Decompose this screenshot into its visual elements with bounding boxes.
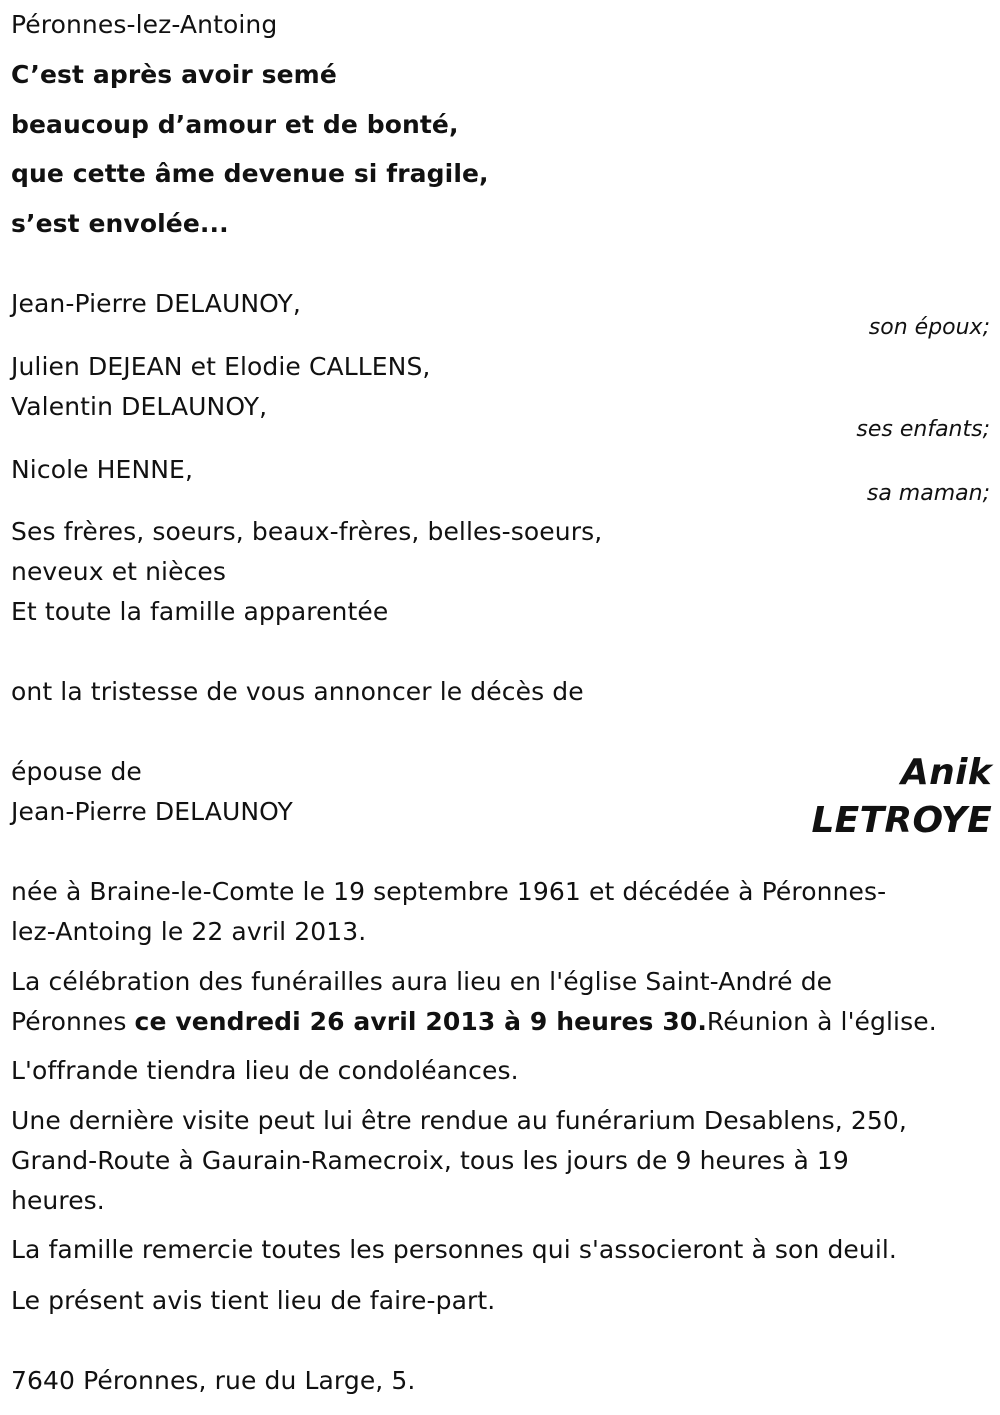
funeral-line-2 — [11, 1007, 937, 1037]
children-line-2: Valentin DELAUNOY, — [11, 392, 268, 421]
offering-note: L'offrande tiendra lieu de condoléances. — [11, 1056, 519, 1085]
spouse-of-name: Jean-Pierre DELAUNOY — [11, 797, 293, 826]
visit-line-3: heures. — [11, 1186, 105, 1215]
poem-line-3: que cette âme devenue si fragile, — [11, 159, 489, 188]
mother-name: Nicole HENNE, — [11, 455, 194, 484]
poem-line-1: C’est après avoir semé — [11, 60, 337, 89]
funeral-gathering: Réunion à l'église. — [706, 1007, 937, 1036]
thanks-note: La famille remercie toutes les personnes qui s'associeront à son deuil. — [11, 1235, 897, 1264]
funeral-line-1: La célébration des funérailles aura lieu en l'église Saint-André de — [11, 967, 833, 996]
spouse-name: Jean-Pierre DELAUNOY, — [11, 289, 301, 318]
extended-family-line-2: neveux et nièces — [11, 557, 227, 586]
poem-line-2: beaucoup d’amour et de bonté, — [11, 110, 459, 139]
announcement: ont la tristesse de vous annoncer le décès de — [11, 677, 584, 706]
birth-death-line-1: née à Braine-le-Comte le 19 septembre 1961 et décédée à Péronnes- — [11, 877, 887, 906]
deceased-last-name: LETROYE — [811, 800, 992, 841]
spouse-of-label: épouse de — [11, 757, 142, 786]
extended-family-line-1: Ses frères, soeurs, beaux-frères, belles-soeurs, — [11, 517, 603, 546]
deceased-first-name: Anik — [901, 752, 992, 793]
funeral-datetime: ce vendredi 26 avril 2013 à 9 heures 30. — [134, 1007, 707, 1036]
family-address: 7640 Péronnes, rue du Large, 5. — [11, 1366, 416, 1395]
spouse-role: son époux; — [868, 315, 990, 340]
funeral-place: Péronnes — [11, 1007, 135, 1036]
faire-part-note: Le présent avis tient lieu de faire-part. — [11, 1286, 496, 1315]
extended-family-line-3: Et toute la famille apparentée — [11, 597, 389, 626]
children-line-1: Julien DEJEAN et Elodie CALLENS, — [11, 352, 431, 381]
birth-death-line-2: lez-Antoing le 22 avril 2013. — [11, 917, 367, 946]
locality: Péronnes-lez-Antoing — [11, 10, 278, 39]
children-role: ses enfants; — [856, 417, 990, 442]
visit-line-1: Une dernière visite peut lui être rendue au funérarium Desablens, 250, — [11, 1106, 907, 1135]
poem-line-4: s’est envolée... — [11, 209, 229, 238]
mother-role: sa maman; — [866, 481, 990, 506]
visit-line-2: Grand-Route à Gaurain-Ramecroix, tous les jours de 9 heures à 19 — [11, 1146, 849, 1175]
